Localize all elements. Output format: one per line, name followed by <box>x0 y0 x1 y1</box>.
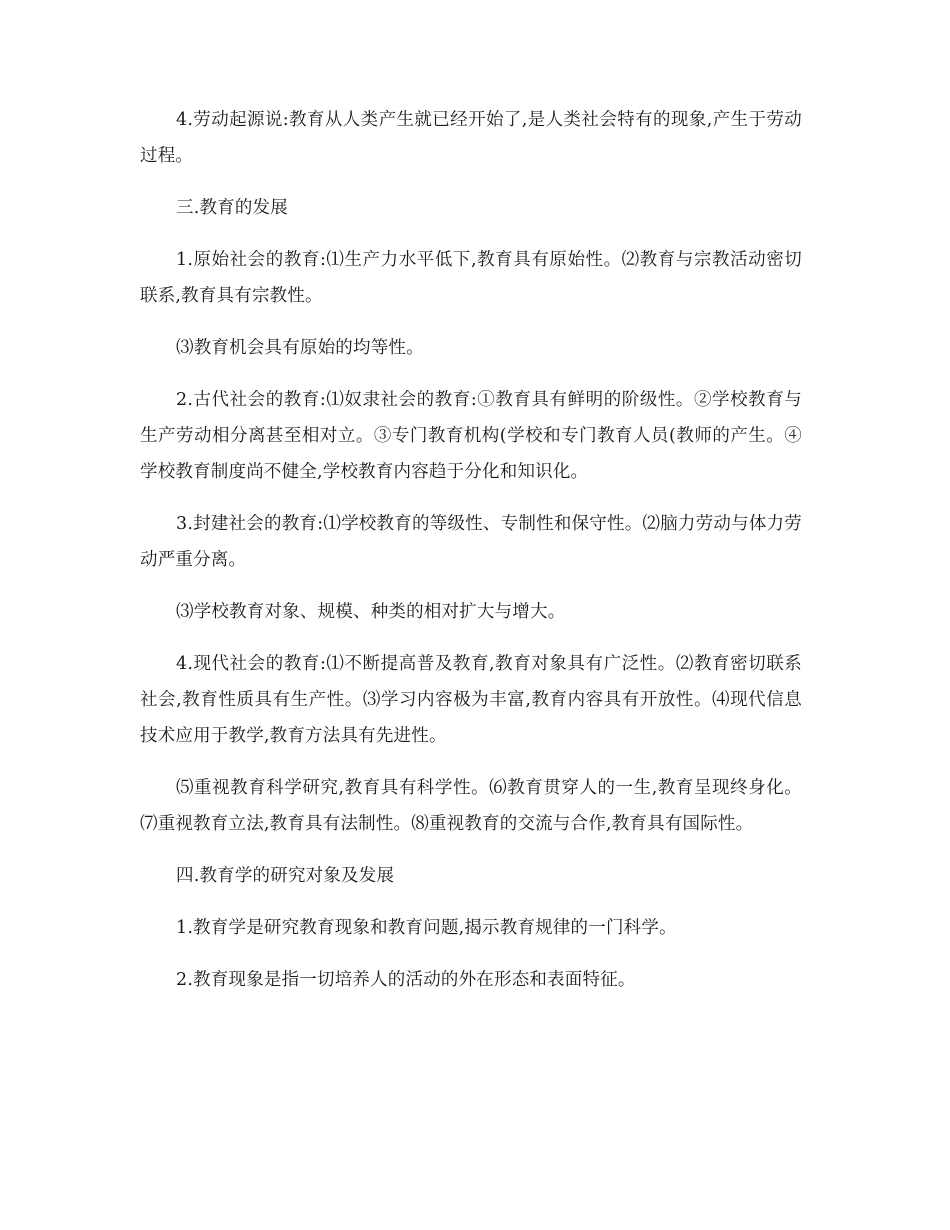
document-page <box>140 102 802 1014</box>
paragraph-modern-society: 4.现代社会的教育:⑴不断提高普及教育,教育对象具有广泛性。⑵教育密切联系社会,教育性质具有生产性。⑶学习内容极为丰富,教育内容具有开放性。⑷现代信息技术应用于教学,教育方法具有先进性。 <box>140 654 802 746</box>
heading-pedagogy-object: 四.教育学的研究对象及发展 <box>176 866 395 886</box>
paragraph-ancient-society: 2.古代社会的教育:⑴奴隶社会的教育:①教育具有鲜明的阶级性。②学校教育与生产劳动相分离甚至相对立。③专门教育机构(学校和专门教育人员(教师的产生。④学校教育制度尚不健全,学校教育内容趋于分化和知识化。 <box>140 390 802 482</box>
paragraph-primitive-society: 1.原始社会的教育:⑴生产力水平低下,教育具有原始性。⑵教育与宗教活动密切联系,教育具有宗教性。 <box>140 250 802 306</box>
paragraph-feudal-society: 3.封建社会的教育:⑴学校教育的等级性、专制性和保守性。⑵脑力劳动与体力劳动严重分离。 <box>140 514 802 570</box>
paragraph-primitive-equality: ⑶教育机会具有原始的均等性。 <box>176 338 424 358</box>
paragraph-feudal-expansion: ⑶学校教育对象、规模、种类的相对扩大与增大。 <box>176 602 566 622</box>
paragraph-pedagogy-definition: 1.教育学是研究教育现象和教育问题,揭示教育规律的一门科学。 <box>176 918 677 938</box>
paragraph-education-phenomenon: 2.教育现象是指一切培养人的活动的外在形态和表面特征。 <box>176 970 636 990</box>
paragraph-labor-origin: 4.劳动起源说:教育从人类产生就已经开始了,是人类社会特有的现象,产生于劳动过程。 <box>140 110 802 166</box>
paragraph-modern-features: ⑸重视教育科学研究,教育具有科学性。⑹教育贯穿人的一生,教育呈现终身化。⑺重视教育立法,教育具有法制性。⑻重视教育的交流与合作,教育具有国际性。 <box>140 778 802 834</box>
heading-education-development: 三.教育的发展 <box>176 198 288 218</box>
